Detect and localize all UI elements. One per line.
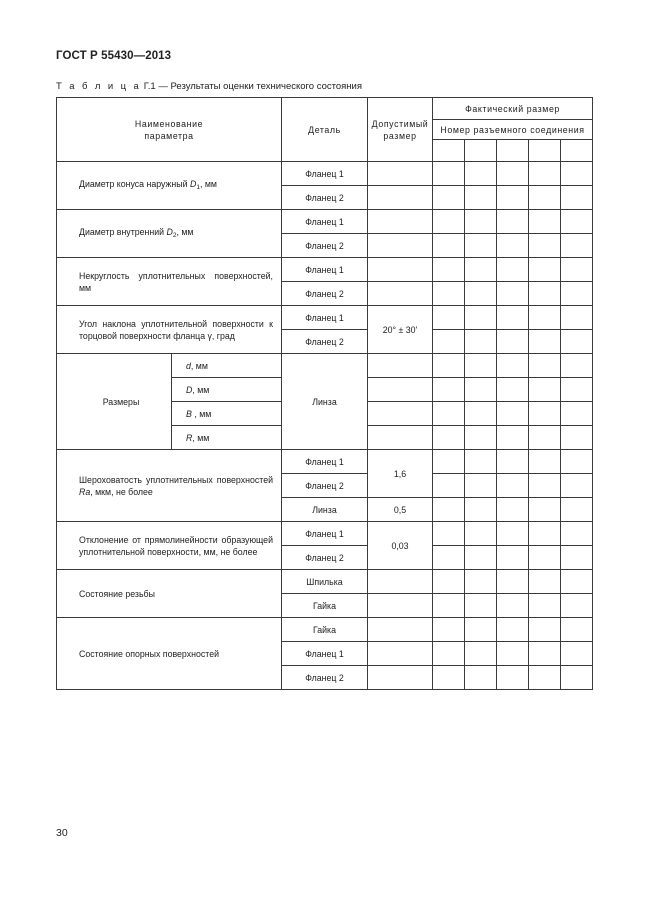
value-cell: [497, 618, 529, 642]
detail-cell: Линза: [282, 354, 368, 450]
value-cell: [561, 282, 593, 306]
param-thread-condition: Состояние резьбы: [57, 570, 282, 618]
detail-cell: Фланец 1: [282, 522, 368, 546]
joint-number-cell: [529, 140, 561, 162]
joint-number-cell: [433, 140, 465, 162]
header-joint: Номер разъемного соединения: [433, 120, 593, 140]
value-cell: [433, 186, 465, 210]
allowed-cell: 1,6: [368, 450, 433, 498]
page-number: 30: [56, 827, 68, 839]
value-cell: [529, 282, 561, 306]
allowed-cell: 0,5: [368, 498, 433, 522]
param-roughness: Шероховатость уплотнительных поверхностей Ra, мкм, не более: [57, 450, 282, 522]
value-cell: [561, 378, 593, 402]
value-cell: [465, 498, 497, 522]
value-cell: [497, 402, 529, 426]
value-cell: [497, 594, 529, 618]
value-cell: [433, 570, 465, 594]
param-straightness: Отклонение от прямолинейности образующей уплотнительной поверхности, мм, не более: [57, 522, 282, 570]
value-cell: [497, 234, 529, 258]
value-cell: [497, 522, 529, 546]
value-cell: [497, 186, 529, 210]
value-cell: [465, 378, 497, 402]
value-cell: [465, 162, 497, 186]
value-cell: [465, 450, 497, 474]
value-cell: [529, 402, 561, 426]
value-cell: [529, 234, 561, 258]
table-caption: [56, 81, 362, 92]
allowed-cell: [368, 570, 433, 594]
allowed-cell: [368, 378, 433, 402]
value-cell: [433, 426, 465, 450]
value-cell: [497, 162, 529, 186]
allowed-cell: [368, 234, 433, 258]
value-cell: [529, 498, 561, 522]
value-cell: [529, 474, 561, 498]
allowed-cell: [368, 666, 433, 690]
value-cell: [561, 594, 593, 618]
value-cell: [433, 642, 465, 666]
detail-cell: Фланец 2: [282, 282, 368, 306]
value-cell: [497, 546, 529, 570]
detail-cell: Фланец 2: [282, 330, 368, 354]
value-cell: [497, 570, 529, 594]
value-cell: [529, 306, 561, 330]
allowed-cell: [368, 186, 433, 210]
value-cell: [497, 354, 529, 378]
value-cell: [529, 522, 561, 546]
value-cell: [561, 570, 593, 594]
detail-cell: Гайка: [282, 618, 368, 642]
value-cell: [529, 354, 561, 378]
value-cell: [465, 426, 497, 450]
value-cell: [465, 666, 497, 690]
value-cell: [433, 498, 465, 522]
value-cell: [561, 258, 593, 282]
header-param: Наименование параметра: [57, 98, 282, 162]
value-cell: [465, 282, 497, 306]
detail-cell: Фланец 2: [282, 546, 368, 570]
value-cell: [529, 186, 561, 210]
value-cell: [561, 618, 593, 642]
allowed-cell: [368, 642, 433, 666]
value-cell: [497, 474, 529, 498]
allowed-cell: 20° ± 30ʹ: [368, 306, 433, 354]
allowed-cell: [368, 282, 433, 306]
value-cell: [465, 570, 497, 594]
value-cell: [465, 258, 497, 282]
value-cell: [529, 426, 561, 450]
value-cell: [561, 306, 593, 330]
table-caption-label: Т а б л и ц а: [56, 81, 142, 92]
value-cell: [561, 426, 593, 450]
value-cell: [433, 378, 465, 402]
value-cell: [465, 474, 497, 498]
value-cell: [561, 450, 593, 474]
value-cell: [529, 210, 561, 234]
value-cell: [529, 642, 561, 666]
value-cell: [433, 354, 465, 378]
value-cell: [433, 162, 465, 186]
value-cell: [465, 522, 497, 546]
value-cell: [497, 210, 529, 234]
value-cell: [561, 498, 593, 522]
allowed-cell: 0,03: [368, 522, 433, 570]
allowed-cell: [368, 210, 433, 234]
value-cell: [465, 234, 497, 258]
table-caption-text: Г.1 — Результаты оценки технического состояния: [143, 81, 362, 92]
detail-cell: Фланец 2: [282, 186, 368, 210]
detail-cell: Фланец 2: [282, 234, 368, 258]
param-nonroundness: Некруглость уплотнительных поверхностей, мм: [57, 258, 282, 306]
detail-cell: Фланец 1: [282, 306, 368, 330]
value-cell: [465, 210, 497, 234]
value-cell: [465, 354, 497, 378]
param-sizes: Размеры: [57, 354, 172, 450]
value-cell: [497, 330, 529, 354]
value-cell: [561, 162, 593, 186]
allowed-cell: [368, 594, 433, 618]
param-sealing-angle: Угол наклона уплотнительной поверхности к торцовой поверхности фланца γ, град: [57, 306, 282, 354]
allowed-cell: [368, 162, 433, 186]
value-cell: [497, 426, 529, 450]
value-cell: [529, 546, 561, 570]
joint-number-cell: [465, 140, 497, 162]
value-cell: [497, 498, 529, 522]
detail-cell: Линза: [282, 498, 368, 522]
value-cell: [497, 306, 529, 330]
allowed-cell: [368, 618, 433, 642]
value-cell: [433, 402, 465, 426]
param-inner-diameter: Диаметр внутренний $D_2$, мм: [57, 210, 282, 258]
joint-number-cell: [497, 140, 529, 162]
value-cell: [561, 402, 593, 426]
size-sub-d: d, мм: [172, 354, 282, 378]
value-cell: [529, 162, 561, 186]
value-cell: [561, 666, 593, 690]
value-cell: [529, 378, 561, 402]
value-cell: [529, 570, 561, 594]
value-cell: [529, 330, 561, 354]
value-cell: [529, 450, 561, 474]
value-cell: [529, 258, 561, 282]
value-cell: [433, 282, 465, 306]
value-cell: [433, 618, 465, 642]
detail-cell: Шпилька: [282, 570, 368, 594]
value-cell: [561, 474, 593, 498]
param-outer-cone-diameter: Диаметр конуса наружный $D_1$, мм: [57, 162, 282, 210]
detail-cell: Гайка: [282, 594, 368, 618]
value-cell: [561, 210, 593, 234]
detail-cell: Фланец 1: [282, 450, 368, 474]
value-cell: [561, 186, 593, 210]
value-cell: [561, 546, 593, 570]
value-cell: [561, 354, 593, 378]
value-cell: [433, 258, 465, 282]
header-actual: Фактический размер: [433, 98, 593, 120]
value-cell: [465, 594, 497, 618]
value-cell: [433, 450, 465, 474]
allowed-cell: [368, 354, 433, 378]
results-table: [56, 97, 593, 690]
param-support-surfaces: Состояние опорных поверхностей: [57, 618, 282, 690]
value-cell: [433, 522, 465, 546]
value-cell: [433, 594, 465, 618]
size-sub-R: R, мм: [172, 426, 282, 450]
size-sub-B: B , мм: [172, 402, 282, 426]
allowed-cell: [368, 426, 433, 450]
value-cell: [497, 666, 529, 690]
value-cell: [433, 306, 465, 330]
value-cell: [529, 594, 561, 618]
value-cell: [497, 450, 529, 474]
value-cell: [433, 474, 465, 498]
value-cell: [497, 378, 529, 402]
value-cell: [497, 258, 529, 282]
value-cell: [465, 618, 497, 642]
value-cell: [465, 546, 497, 570]
allowed-cell: [368, 402, 433, 426]
allowed-cell: [368, 258, 433, 282]
value-cell: [497, 642, 529, 666]
value-cell: [465, 402, 497, 426]
detail-cell: Фланец 1: [282, 642, 368, 666]
detail-cell: Фланец 2: [282, 666, 368, 690]
value-cell: [433, 666, 465, 690]
header-detail: Деталь: [282, 98, 368, 162]
size-sub-D: D, мм: [172, 378, 282, 402]
value-cell: [465, 186, 497, 210]
value-cell: [433, 546, 465, 570]
joint-number-cell: [561, 140, 593, 162]
value-cell: [561, 234, 593, 258]
value-cell: [561, 330, 593, 354]
value-cell: [561, 522, 593, 546]
detail-cell: Фланец 1: [282, 258, 368, 282]
header-allowed: Допустимый размер: [368, 98, 433, 162]
value-cell: [529, 666, 561, 690]
value-cell: [433, 234, 465, 258]
document-code: ГОСТ Р 55430—2013: [56, 50, 172, 62]
value-cell: [561, 642, 593, 666]
value-cell: [433, 210, 465, 234]
value-cell: [433, 330, 465, 354]
value-cell: [529, 618, 561, 642]
detail-cell: Фланец 1: [282, 162, 368, 186]
detail-cell: Фланец 2: [282, 474, 368, 498]
value-cell: [497, 282, 529, 306]
value-cell: [465, 330, 497, 354]
value-cell: [465, 306, 497, 330]
detail-cell: Фланец 1: [282, 210, 368, 234]
value-cell: [465, 642, 497, 666]
